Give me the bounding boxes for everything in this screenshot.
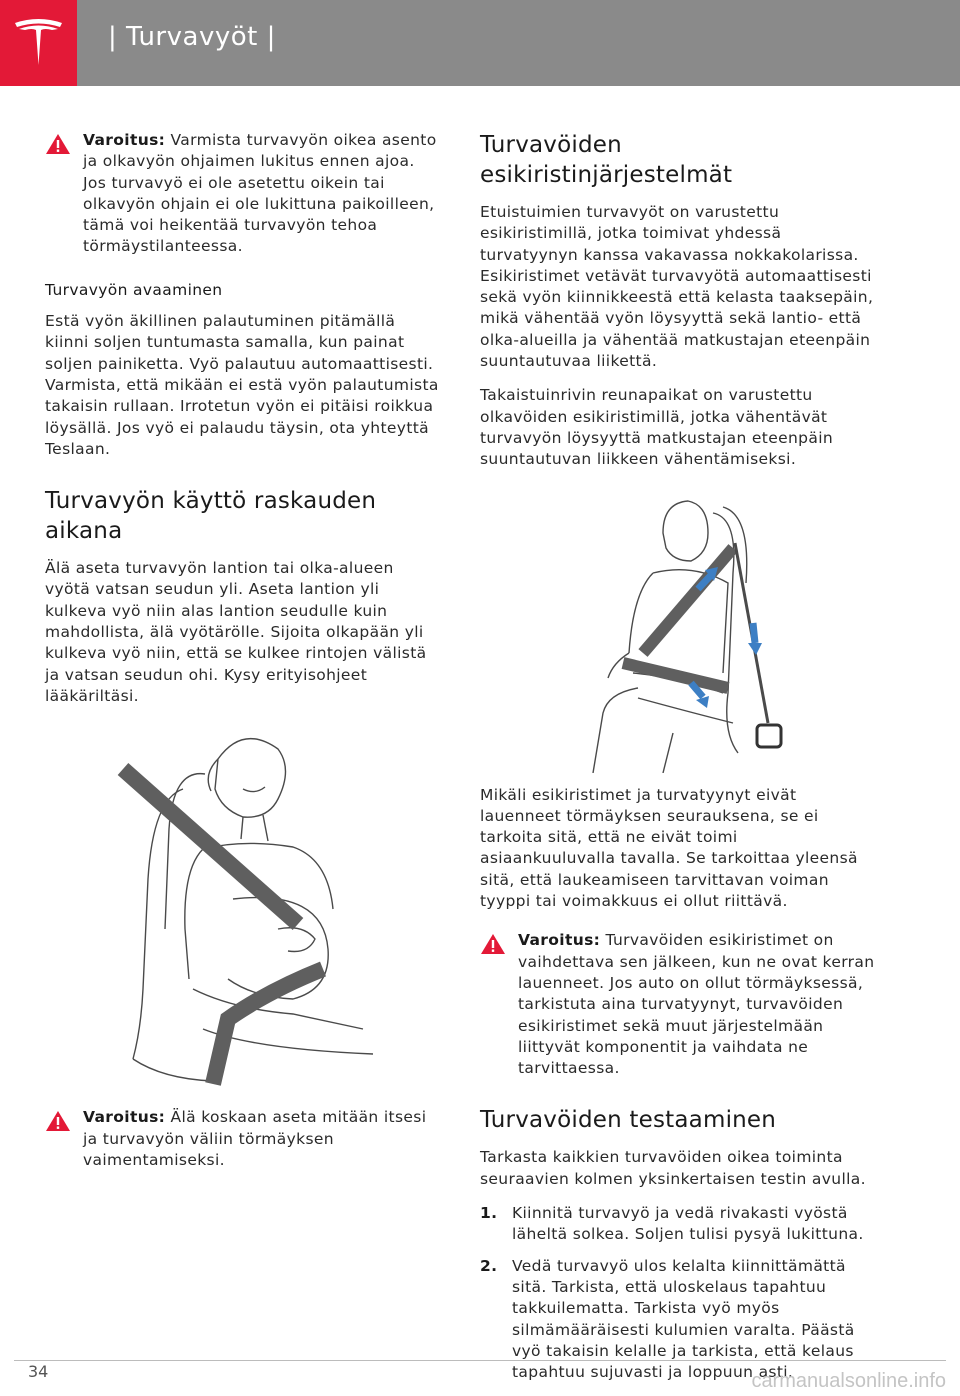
section-heading: Turvavöiden esikiristinjärjestelmät — [480, 132, 733, 188]
warning-triangle-icon — [45, 133, 71, 155]
logo-box — [0, 0, 77, 86]
left-column — [45, 130, 440, 1193]
step-text: Vedä turvavyö ulos kelalta kiinnittämättä sitä. Tarkista, että uloskelaus tapahtuu takkuilematta. Tarkista vyö myös silmämääräisesti kulumien varalta. Päästä vyö takaisin kelalle ja tarkista, että kelaus tapahtuu sujuvasti ja loppuun asti. — [512, 1256, 855, 1382]
watermark: carmanualsonline.info — [751, 1370, 946, 1392]
page-number: 34 — [28, 1362, 49, 1381]
warning-label: Varoitus: — [83, 1108, 166, 1127]
warning-text: Älä koskaan aseta mitään itsesi ja turvavyön väliin törmäyksen vaimentamiseksi. — [83, 1108, 427, 1169]
step-number: 2. — [480, 1256, 498, 1275]
list-item — [480, 1203, 875, 1246]
pretensioner-illustration — [563, 493, 793, 773]
page-header — [0, 0, 960, 86]
warning-block — [480, 930, 875, 1079]
footer-divider — [14, 1360, 946, 1361]
test-steps-list — [480, 1203, 875, 1383]
warning-label: Varoitus: — [518, 931, 601, 950]
warning-text: Varmista turvavyön oikea asento ja olkavyön ohjaimen lukitus ennen ajoa. Jos turvavyö ei ole asetettu oikein tai olkavyön ohjain ei ole lukittuna paikoilleen, tämä voi heikentää turvavyön tehoa törmäystilanteessa. — [83, 131, 437, 256]
warning-block — [45, 1107, 440, 1171]
warning-triangle-icon — [480, 933, 506, 955]
tesla-logo-icon — [13, 17, 64, 69]
warning-label: Varoitus: — [83, 131, 166, 149]
body-paragraph: Estä vyön äkillinen palautuminen pitämällä kiinni soljen tuntumasta samalla, kun painat soljen painiketta. Vyö palautuu automaattisesti. Varmista, että mikään ei estä vyön palautumista takaisin rullaan. Irrotetun vyön ei pitäisi roikkua löysällä. Jos vyö ei palaudu täysin, ota yhteyttä Teslaan. — [45, 312, 439, 458]
list-item — [480, 1256, 875, 1384]
body-paragraph: Tarkasta kaikkien turvavöiden oikea toiminta seuraavien kolmen yksinkertaisen testin avulla. — [480, 1148, 866, 1188]
right-column — [480, 130, 875, 1393]
section-heading: Turvavyön käyttö raskauden aikana — [45, 488, 377, 545]
body-paragraph: Etuistuimien turvavyöt on varustettu esikiristimillä, jotka toimivat yhdessä turvatyynyn kanssa vakavassa nokkakolarissa. Esikiristimet vetävät turvavyötä automaattisesti sekä vyön kiinnikkeestä että kelasta taaksepäin, mikä vähentää vyön löysyyttä sekä lantio- että olka-alueilla ja vähentää matkustajan eteenpäin suuntautuvaa liikettä. — [480, 203, 874, 371]
section-subheading: Turvavyön avaaminen — [45, 280, 223, 299]
page-title: | Turvavyöt | — [108, 22, 276, 52]
pregnant-seatbelt-illustration — [93, 729, 393, 1089]
warning-triangle-icon — [45, 1110, 71, 1132]
body-paragraph: Mikäli esikiristimet ja turvatyynyt eivät lauenneet törmäyksen seurauksena, se ei tarkoita sitä, että ne eivät toimi asiaankuuluvalla tavalla. Se tarkoittaa yleensä sitä, että laukeamiseen tarvittavan voiman tyyppi tai voimakkuus ei ollut riittävä. — [480, 785, 858, 911]
warning-text: Turvavöiden esikiristimet on vaihdettava sen jälkeen, kun ne ovat kerran lauenneet. Jos auto on ollut törmäyksessä, tarkistuta aina turvatyynyt, turvavöiden esikiristimet sekä muut järjestelmään liittyvät komponentit ja vaihdata ne tarvittaessa. — [518, 931, 875, 1078]
step-text: Kiinnitä turvavyö ja vedä rivakasti vyöstä läheltä solkea. Soljen tulisi pysyä lukittuna. — [512, 1204, 864, 1244]
body-paragraph: Takaistuinrivin reunapaikat on varustettu olkavöiden esikiristimillä, jotka vähentävät turvavyön löysyyttä matkustajan eteenpäin suuntautuvan liikkeen vähentämiseksi. — [480, 386, 834, 469]
step-number: 1. — [480, 1204, 498, 1223]
body-paragraph: Älä aseta turvavyön lantion tai olka-alueen vyötä vatsan seudun yli. Aseta lantion yli kulkeva vyö niin alas lantion seudulle kuin mahdollista, älä vyötärölle. Sijoita olkapään yli kulkeva vyö niin, että se kulkee rintojen välistä ja vatsan seudun ohi. Kysy erityisohjeet lääkäriltäsi. — [45, 559, 427, 705]
warning-block — [45, 130, 440, 258]
section-heading: Turvavöiden testaaminen — [480, 1107, 777, 1134]
